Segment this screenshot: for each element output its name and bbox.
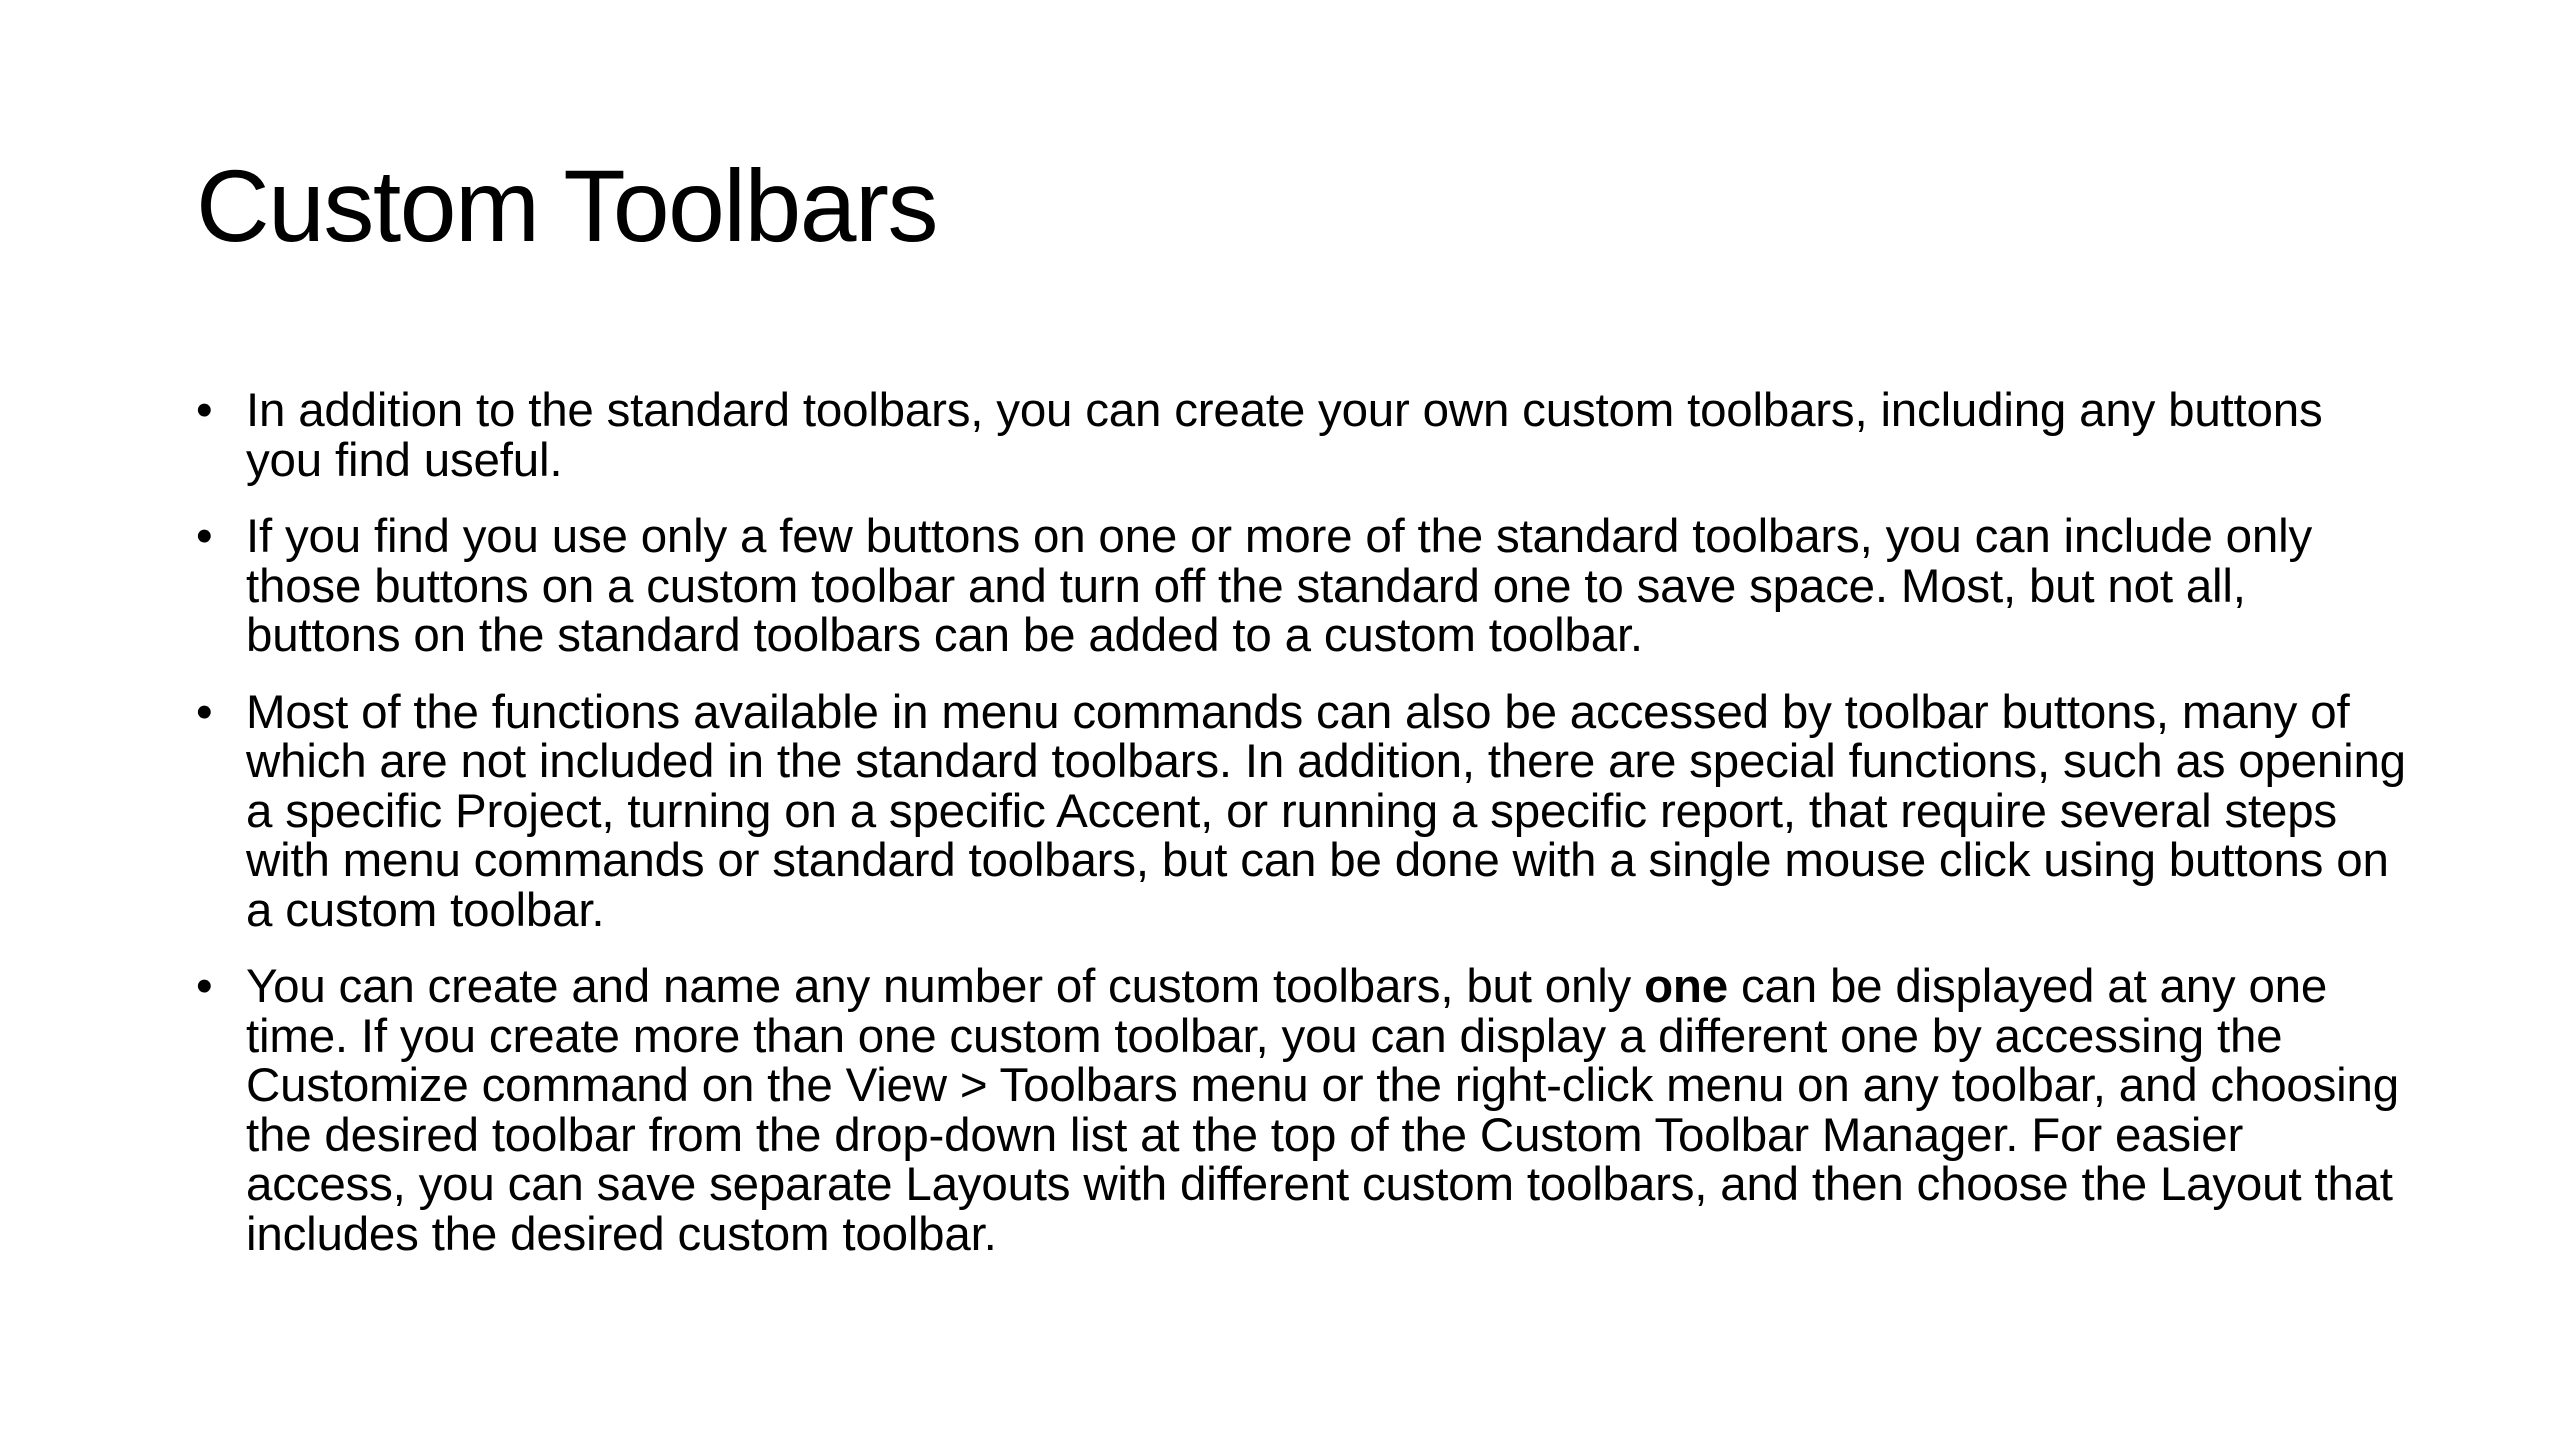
bullet-text-end: can be displayed at any one time. If you create more than one custom toolbar, you can display a different one by accessing the Customize command on the View > Toolbars menu or the right-click menu on any toolbar, and choosing the desired toolbar from the drop-down list at the top of the Custom Toolbar Manager. For easier access, you can save separate Layouts with different custom toolbars, and then choose the Layout that includes the desired custom toolbar. [246, 960, 2399, 1261]
bullet-item [196, 962, 2406, 1259]
slide-title: Custom Toolbars [196, 149, 937, 263]
bullet-text: If you find you use only a few buttons on one or more of the standard toolbars, you can include only those buttons on a custom toolbar and turn off the standard one to save space. Most, but not all, buttons on the standard toolbars can be added to a custom toolbar. [246, 510, 2313, 662]
bullet-dot-icon: • [196, 960, 213, 1013]
bullet-list [196, 386, 2406, 1286]
bullet-text-emphasis: one [1644, 960, 1728, 1013]
bullet-item [196, 512, 2406, 661]
bullet-text-start: You can create and name any number of custom toolbars, but only [246, 960, 1645, 1013]
bullet-dot-icon: • [196, 685, 213, 739]
bullet-item [196, 685, 2406, 937]
bullet-dot-icon: • [196, 384, 213, 437]
bullet-item [196, 386, 2406, 485]
bullet-text: Most of the functions available in menu commands can also be accessed by toolbar buttons, many of which are not included in the standard toolbars. In addition, there are special functions, such as opening a specific Project, turning on a specific Accent, or running a specific report, that require several steps with menu commands or standard toolbars, but can be done with a single mouse click using buttons on a custom toolbar. [246, 685, 2406, 937]
bullet-dot-icon: • [196, 510, 213, 563]
bullet-text: In addition to the standard toolbars, you can create your own custom toolbars, including any buttons you find useful. [246, 384, 2323, 487]
